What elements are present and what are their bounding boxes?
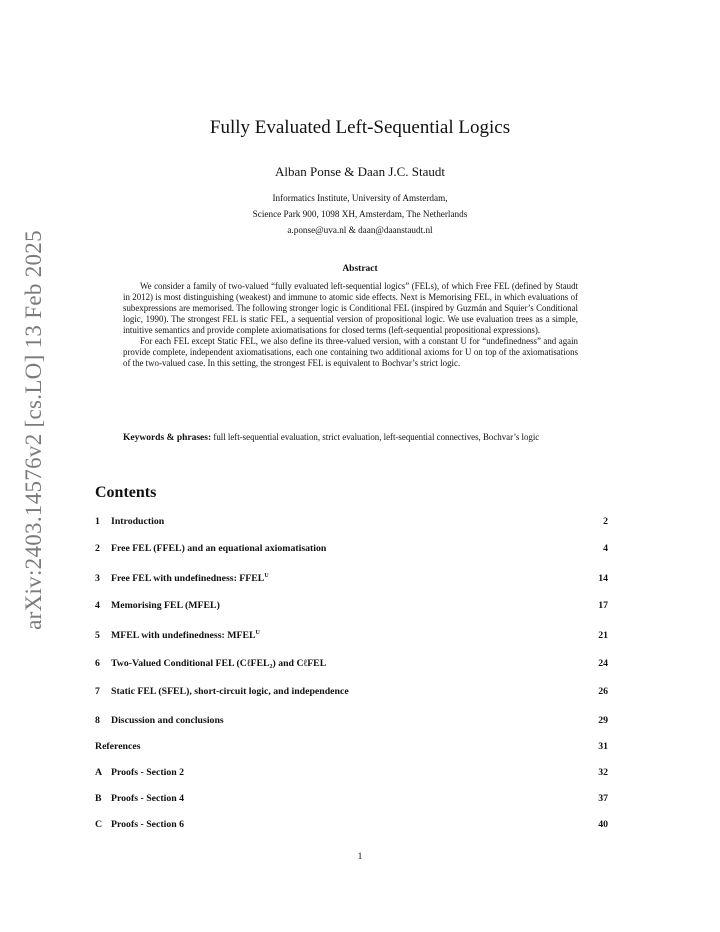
- toc-page: 37: [598, 792, 608, 804]
- toc-number: 3: [95, 572, 100, 584]
- paper-authors: Alban Ponse & Daan J.C. Staudt: [274, 164, 446, 179]
- toc-number: 5: [95, 629, 100, 641]
- toc-title: References: [95, 740, 141, 752]
- toc-title: Proofs - Section 6: [111, 818, 185, 830]
- toc-page: 40: [598, 818, 608, 830]
- toc-page: 14: [598, 572, 608, 584]
- toc-number: A: [95, 766, 103, 778]
- toc-entry[interactable]: [95, 684, 608, 698]
- keywords-label: Keywords & phrases:: [123, 433, 212, 443]
- toc-title: Proofs - Section 4: [111, 792, 185, 804]
- toc-page: 17: [598, 599, 608, 611]
- paper-title: Fully Evaluated Left-Sequential Logics: [209, 117, 511, 138]
- abstract-paragraph: We consider a family of two-valued “fully evaluated left-sequential logics” (FELs), of which Free FEL (defined by Staudt in 2012) is most distinguishing (weakest) and immune to atomic side effects. Next is Memorising FEL, in which evaluations of subexpressions are memorised. The following stronger logic is Conditional FEL (inspired by Guzmán and Squier’s Conditional logic, 1990). The strongest FEL is static FEL, a sequential version of propositional logic. We use evaluation trees as a simple, intuitive semantics and provide complete axiomatisations for closed terms (left-sequential propositional expressions).: [123, 281, 578, 335]
- toc-page: 32: [598, 766, 608, 778]
- toc-title: Discussion and conclusions: [111, 714, 224, 726]
- affiliation-line: Informatics Institute, University of Amsterdam,: [272, 193, 448, 203]
- author-emails: a.ponse@uva.nl & daan@daanstaudt.nl: [287, 225, 433, 235]
- toc-entry[interactable]: [95, 656, 608, 670]
- toc-title: Two-Valued Conditional FEL (CℓFEL₂) and CℓFEL: [111, 657, 327, 669]
- toc-page: 2: [603, 515, 608, 527]
- toc-page: 21: [598, 629, 608, 641]
- toc-title: Proofs - Section 2: [111, 766, 185, 778]
- abstract-body: [123, 281, 578, 369]
- toc-superscript: U: [264, 572, 269, 579]
- toc-page: 26: [598, 685, 608, 697]
- affiliation-line: Science Park 900, 1098 XH, Amsterdam, The Netherlands: [252, 209, 468, 219]
- keywords-text: full left-sequential evaluation, strict evaluation, left-sequential connectives, Bochvar’s logic: [213, 432, 540, 442]
- arxiv-identifier: [14, 225, 54, 635]
- toc-superscript: U: [255, 629, 260, 636]
- toc-entry[interactable]: [95, 571, 608, 585]
- toc-entry[interactable]: [95, 739, 608, 753]
- arxiv-id-text: arXiv:2403.14576v2 [cs.LO] 13 Feb 2025: [21, 230, 47, 630]
- toc-entry[interactable]: [95, 514, 608, 528]
- toc-number: 6: [95, 657, 100, 669]
- toc-title: Static FEL (SFEL), short-circuit logic, and independence: [111, 685, 349, 697]
- toc-page: 29: [598, 714, 608, 726]
- toc-number: 7: [95, 685, 100, 697]
- toc-page: 31: [598, 740, 608, 752]
- toc-number: 2: [95, 542, 100, 554]
- toc-title: Free FEL (FFEL) and an equational axiomatisation: [111, 542, 327, 554]
- toc-number: 8: [95, 714, 100, 726]
- toc-entry[interactable]: [95, 791, 608, 805]
- abstract-paragraph: For each FEL except Static FEL, we also define its three-valued version, with a constant U for “undefinedness” and again provide complete, independent axiomatisations, each one containing two additional axioms for U on top of the axiomatisations of the two-valued case. In this setting, the strongest FEL is equivalent to Bochvar’s strict logic.: [123, 336, 578, 368]
- toc-title: Free FEL with undefinedness: FFEL: [111, 572, 265, 584]
- toc-entry[interactable]: [95, 598, 608, 612]
- toc-page: 4: [603, 542, 608, 554]
- affiliation-block: [0, 190, 720, 238]
- toc-entry[interactable]: [95, 628, 608, 642]
- toc-entry[interactable]: [95, 765, 608, 779]
- toc-number: C: [95, 818, 103, 830]
- toc-entry[interactable]: [95, 541, 608, 555]
- toc-title: MFEL with undefinedness: MFEL: [111, 629, 256, 641]
- toc-entry[interactable]: [95, 713, 608, 727]
- toc-entry[interactable]: [95, 817, 608, 831]
- keywords: [123, 432, 578, 444]
- toc-page: 24: [598, 657, 608, 669]
- toc-number: B: [95, 792, 102, 804]
- page-number: 1: [357, 852, 363, 862]
- toc-number: 1: [95, 515, 100, 527]
- toc-title: Memorising FEL (MFEL): [111, 599, 220, 611]
- toc-number: 4: [95, 599, 100, 611]
- abstract-heading: Abstract: [342, 264, 378, 274]
- contents-heading: Contents: [95, 484, 157, 501]
- toc-title: Introduction: [111, 515, 165, 527]
